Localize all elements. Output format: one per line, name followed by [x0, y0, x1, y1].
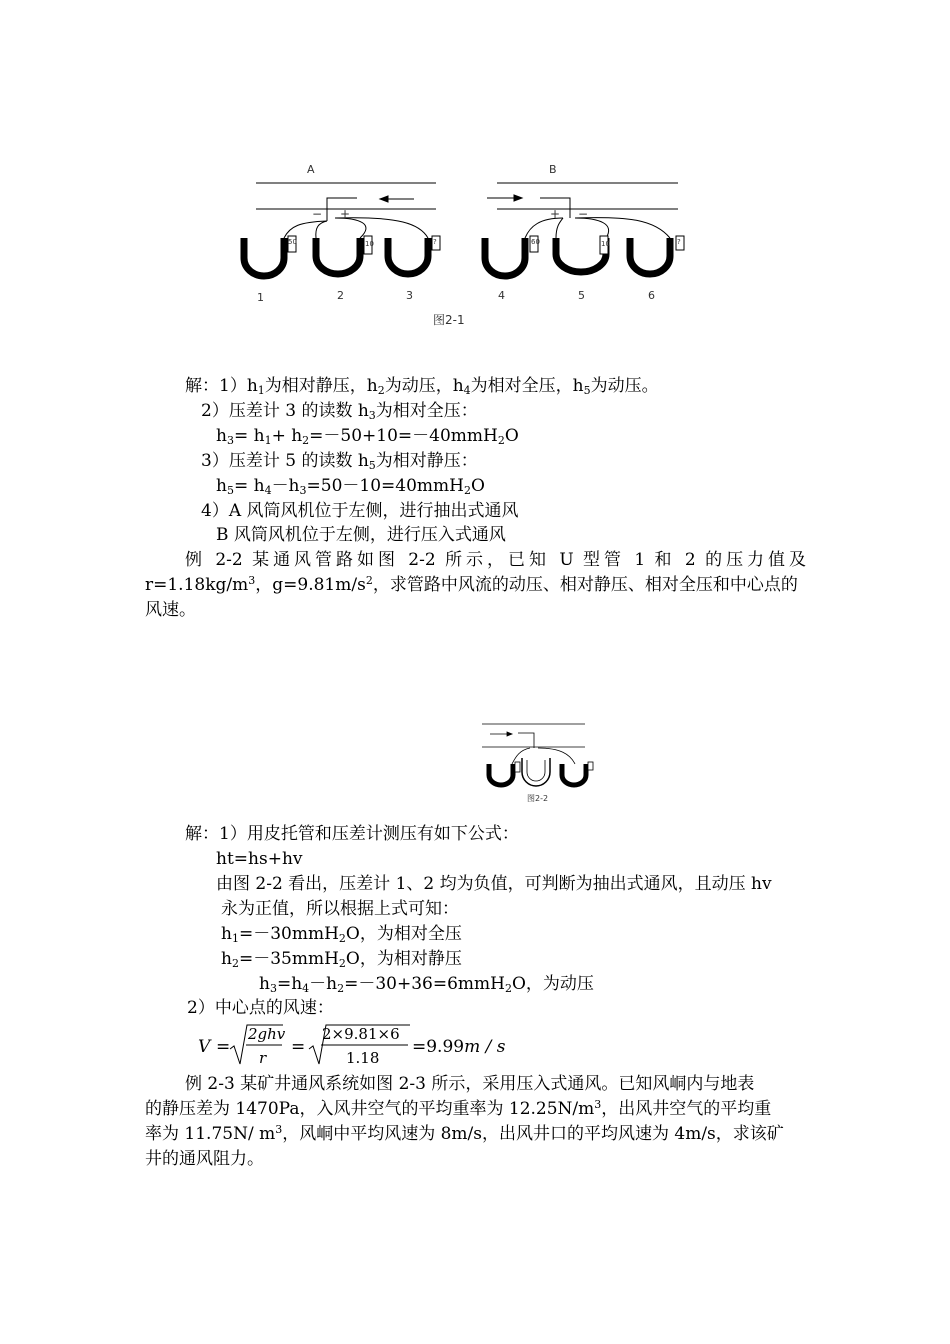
solution2-line1: 解：1）用皮托管和压差计测压有如下公式： [185, 824, 519, 844]
solution1-line4: 3）压差计 5 的读数 $h_5$为相对静压： [201, 451, 478, 472]
example23-line1: 例 2-3 某矿井通风系统如图 2-3 所示，采用压入式通风。已知风峒内与地表 [185, 1074, 755, 1094]
reading-3: ? [433, 238, 437, 246]
example23-line4: 井的通风阻力。 [145, 1149, 264, 1169]
formula-den2: 1.18 [346, 1049, 380, 1067]
reading-2: 10 [365, 240, 374, 248]
figure-label-b: B [549, 163, 557, 176]
solution1-line7: B 风筒风机位于左侧，进行压入式通风 [216, 525, 506, 545]
reading-4: 60 [531, 238, 540, 246]
formula-result: =9.99m / s [412, 1037, 506, 1057]
formula-eq1: = [216, 1037, 231, 1057]
solution1-line5: $h_5= h_4-h_3=50-10=40mmH_2O$ [216, 476, 485, 497]
example22-line3: 风速。 [145, 600, 196, 620]
solution2-line2: ht=hs+hv [216, 849, 303, 869]
tube-number-3: 3 [406, 289, 413, 302]
example22-line2: $r=1.18kg/m^3$，$g=9.81m/s^2$，求管路中风流的动压、相对静压、相对全压和中心点的 [145, 574, 798, 595]
solution2-line3: 由图 2-2 看出，压差计 1、2 均为负值，可判断为抽出式通风，且动压 hv [216, 874, 772, 894]
tube-number-4: 4 [498, 289, 505, 302]
solution2-line5: $h_1=-30mmH_2O$，为相对全压 [221, 924, 462, 945]
reading-5: 10 [601, 240, 610, 248]
tube-number-5: 5 [578, 289, 585, 302]
sign-plus-b: + [550, 207, 561, 221]
solution2-line6: $h_2=-35mmH_2O$，为相对静压 [221, 949, 462, 970]
sign-minus-b: − [578, 207, 589, 221]
example22-line1: 例 2-2 某通风管路如图 2-2 所示，已知 U 型管 1 和 2 的压力值及 [185, 550, 806, 570]
solution1-line3: $h_3= h_1+ h_2=-50+10=-40mmH_2O$ [216, 426, 519, 447]
solution1-line2: 2）压差计 3 的读数 $h_3$为相对全压： [201, 401, 478, 422]
reading-1: 50 [288, 238, 297, 246]
formula-v: V [198, 1037, 211, 1057]
solution2-line7: $h_3=h_4-h_2=-30+36=6mmH_2O$，为动压 [259, 974, 594, 995]
sign-minus-a: − [312, 207, 323, 221]
tube-number-1: 1 [257, 291, 264, 304]
reading-6: ? [677, 238, 681, 246]
solution1-line1: 解：$1)h_1$为相对静压，$h_2$为动压，$h_4$为相对全压，$h_5$为动压。 [185, 376, 659, 397]
tube-number-6: 6 [648, 289, 655, 302]
tube-number-2: 2 [337, 289, 344, 302]
example23-line3: 率为 11.75N/ $m^3$，风峒中平均风速为 8m/s，出风井口的平均风速为 4m/s，求该矿 [145, 1123, 784, 1144]
sign-plus-a: + [340, 207, 351, 221]
solution2-line4: 永为正值，所以根据上式可知： [221, 899, 459, 919]
figure-label-a: A [307, 163, 315, 176]
example23-line2: 的静压差为 1470Pa，入风井空气的平均重率为 $12.25N/m^3$，出风井空气的平均重 [145, 1098, 772, 1119]
figure-2-1-caption: 图2-1 [433, 313, 465, 327]
formula-num2: 2×9.81×6 [322, 1025, 400, 1043]
figure-2-2-caption: 图2-2 [527, 794, 549, 803]
formula-eq2: = [291, 1037, 306, 1057]
solution2-line8: 2）中心点的风速： [187, 998, 334, 1018]
formula-num1: 2ghv [248, 1025, 286, 1043]
solution1-line6: 4）A 风筒风机位于左侧，进行抽出式通风 [201, 501, 519, 521]
formula-den1: r [259, 1049, 267, 1067]
